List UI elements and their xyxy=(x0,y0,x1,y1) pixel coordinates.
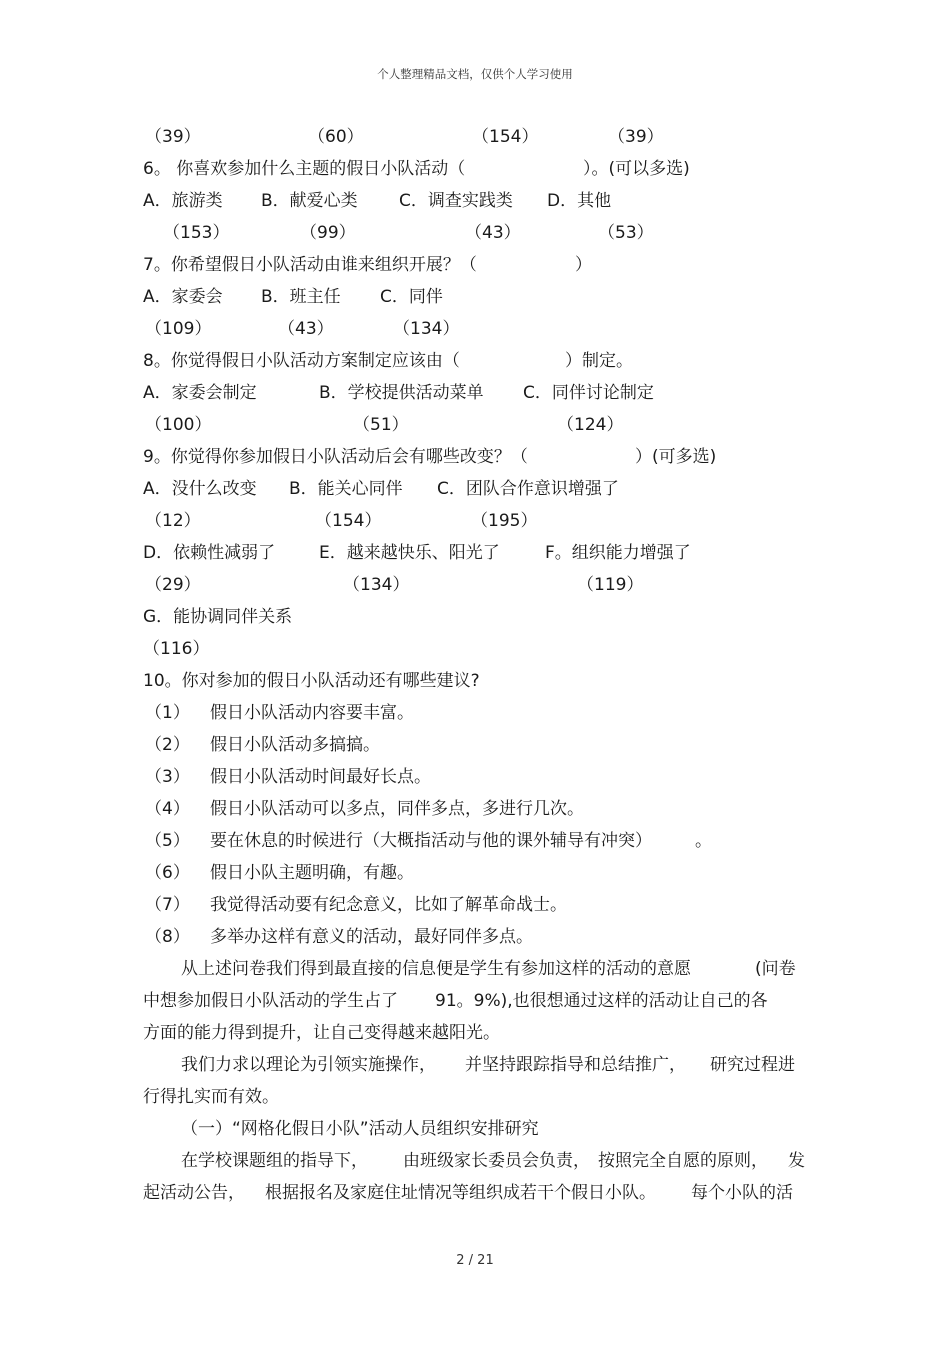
option: A．家委会 xyxy=(143,287,223,307)
count: （195） xyxy=(471,511,538,531)
option: B．学校提供活动菜单 xyxy=(319,383,484,403)
option: C．同伴 xyxy=(380,287,443,307)
count: （29） xyxy=(145,575,201,595)
count: （51） xyxy=(353,415,409,435)
count: （12） xyxy=(145,511,201,531)
count: （109） xyxy=(145,319,212,339)
count: （39） xyxy=(608,127,664,147)
q9-count-g: （116） xyxy=(143,639,210,659)
option: A．没什么改变 xyxy=(143,479,257,499)
count: （53） xyxy=(598,223,654,243)
count: （39） xyxy=(145,127,201,147)
option: D．其他 xyxy=(547,191,612,211)
count: （134） xyxy=(343,575,410,595)
count: （99） xyxy=(300,223,356,243)
count: （100） xyxy=(145,415,212,435)
option: B．班主任 xyxy=(261,287,341,307)
count: （43） xyxy=(465,223,521,243)
count: （154） xyxy=(315,511,382,531)
page-header: 个人整理精品文档，仅供个人学习使用 xyxy=(377,67,573,81)
option: F。组织能力增强了 xyxy=(545,543,691,563)
q9-option-g: G．能协调同伴关系 xyxy=(143,607,293,627)
option: C．同伴讨论制定 xyxy=(523,383,654,403)
count: （124） xyxy=(557,415,624,435)
count: （119） xyxy=(577,575,644,595)
option: C．调查实践类 xyxy=(399,191,513,211)
option: D．依赖性减弱了 xyxy=(143,543,276,563)
count: （154） xyxy=(472,127,539,147)
paragraph-2: 行得扎实而有效。 xyxy=(143,1087,279,1107)
option: B．能关心同伴 xyxy=(289,479,403,499)
count: （43） xyxy=(278,319,334,339)
paragraph-1: 方面的能力得到提升，让自己变得越来越阳光。 xyxy=(143,1023,500,1043)
option: A．旅游类 xyxy=(143,191,223,211)
count: （60） xyxy=(308,127,364,147)
option: A．家委会制定 xyxy=(143,383,257,403)
option: B．献爱心类 xyxy=(261,191,358,211)
page-number: 2 / 21 xyxy=(456,1253,494,1268)
option: C．团队合作意识增强了 xyxy=(437,479,619,499)
count: （134） xyxy=(393,319,460,339)
option: E．越来越快乐、阳光了 xyxy=(319,543,500,563)
section-heading: （一）“网格化假日小队”活动人员组织安排研究 xyxy=(181,1119,539,1139)
count: （153） xyxy=(163,223,230,243)
q10-question: 10。你对参加的假日小队活动还有哪些建议? xyxy=(143,671,480,691)
